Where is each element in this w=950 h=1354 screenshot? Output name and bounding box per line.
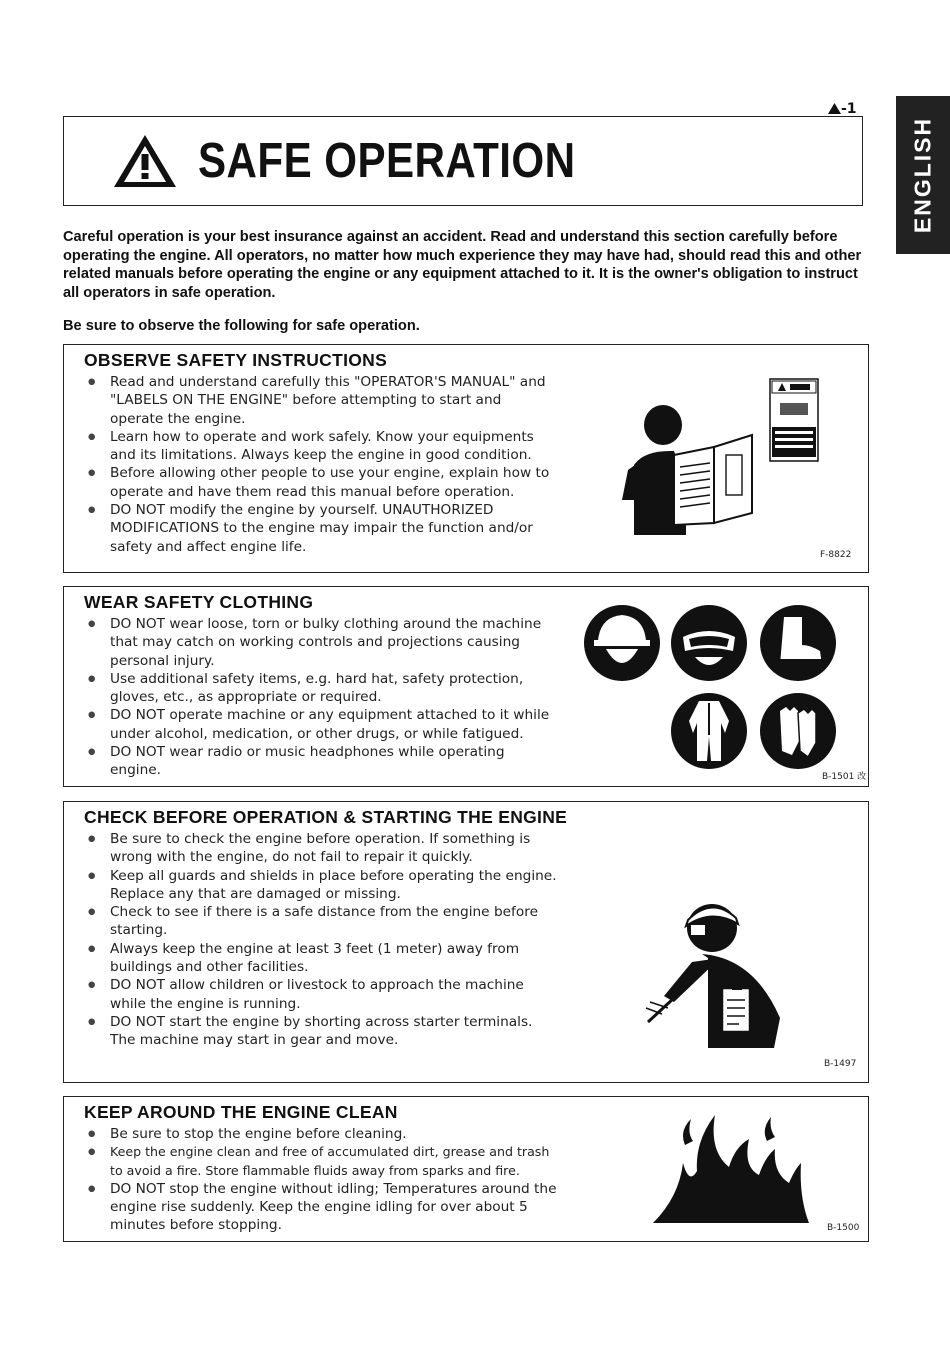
language-tab-label: ENGLISH [909, 116, 936, 234]
intro-note: Be sure to observe the following for safe operation. [63, 318, 420, 334]
list-item: ● Read and understand carefully this "OPERATOR'S MANUAL" and "LABELS ON THE ENGINE" before attempting to start and operate the engine. [88, 373, 558, 428]
list-item: ● DO NOT wear loose, torn or bulky clothing around the machine that may catch on working controls and projections causing personal injury. [88, 615, 558, 670]
page-number-text: -1 [841, 101, 857, 117]
list-item: ● Keep all guards and shields in place before operating the engine. Replace any that are damaged or missing. [88, 867, 558, 904]
section-observe-safety [63, 344, 869, 573]
list-item: ● DO NOT allow children or livestock to approach the machine while the engine is running. [88, 976, 558, 1013]
list-item: ● DO NOT modify the engine by yourself. UNAUTHORIZED MODIFICATIONS to the engine may impair the function and/or safety and affect engine life. [88, 501, 558, 556]
list-item: ● Keep the engine clean and free of accumulated dirt, grease and trash to avoid a fire. Store flammable fluids away from sparks and fire. [88, 1143, 558, 1180]
figure-label: B-1501 改 [822, 772, 867, 782]
bullet-list [88, 830, 558, 1050]
language-tab [896, 96, 950, 254]
page-number [828, 101, 857, 117]
hard-hat-icon [582, 603, 662, 683]
list-item: ● DO NOT start the engine by shorting across starter terminals. The machine may start in gear and move. [88, 1013, 558, 1050]
fire-icon [649, 1111, 809, 1223]
bullet-list [88, 1125, 558, 1235]
list-item: ● Learn how to operate and work safely. Know your equipments and its limitations. Always keep the engine in good condition. [88, 428, 558, 465]
list-item: ● Use additional safety items, e.g. hard hat, safety protection, gloves, etc., as appropriate or required. [88, 670, 558, 707]
coveralls-icon [669, 691, 749, 771]
section-heading: KEEP AROUND THE ENGINE CLEAN [84, 1102, 398, 1122]
figure-label: B-1500 [827, 1223, 860, 1233]
section-check-before-operation [63, 801, 869, 1083]
section-heading: OBSERVE SAFETY INSTRUCTIONS [84, 350, 388, 370]
list-item: ● Always keep the engine at least 3 feet (1 meter) away from buildings and other facilities. [88, 940, 558, 977]
list-item: ● Before allowing other people to use your engine, explain how to operate and have them read this manual before operation. [88, 464, 558, 501]
list-item: ● DO NOT operate machine or any equipment attached to it while under alcohol, medication, or other drugs, or while fatigued. [88, 706, 558, 743]
reading-manual-illustration [614, 375, 834, 540]
list-item: ● Check to see if there is a safe distance from the engine before starting. [88, 903, 558, 940]
section-heading: CHECK BEFORE OPERATION & STARTING THE ENGINE [84, 807, 568, 827]
bullet-list [88, 615, 558, 780]
list-item: ● DO NOT stop the engine without idling; Temperatures around the engine rise suddenly. Keep the engine idling for over about 5 minutes before stopping. [88, 1180, 558, 1235]
page-title: SAFE OPERATION [198, 134, 576, 188]
list-item: ● Be sure to check the engine before operation. If something is wrong with the engine, do not fail to repair it quickly. [88, 830, 558, 867]
section-heading: WEAR SAFETY CLOTHING [84, 592, 314, 612]
safety-boots-icon [758, 603, 838, 683]
intro-paragraph: Careful operation is your best insurance against an accident. Read and understand this section carefully before operating the engine. All operators, no matter how much experience they may have had, should read this and other related manuals before operating the engine or any equipment attached to it. It is the owner's obligation to instruct all operators in safe operation. [63, 229, 862, 301]
bullet-list [88, 373, 558, 556]
inspector-illustration [634, 898, 794, 1058]
list-item: ● Be sure to stop the engine before cleaning. [88, 1125, 558, 1143]
figure-label: F-8822 [820, 550, 852, 560]
gloves-icon [758, 691, 838, 771]
list-item: ● DO NOT wear radio or music headphones while operating engine. [88, 743, 558, 780]
section-keep-clean [63, 1096, 869, 1242]
warning-icon [828, 103, 841, 114]
warning-triangle-icon [112, 133, 178, 189]
figure-label: B-1497 [824, 1059, 857, 1069]
section-wear-clothing [63, 586, 869, 787]
title-box [63, 116, 863, 206]
safety-goggles-icon [669, 603, 749, 683]
